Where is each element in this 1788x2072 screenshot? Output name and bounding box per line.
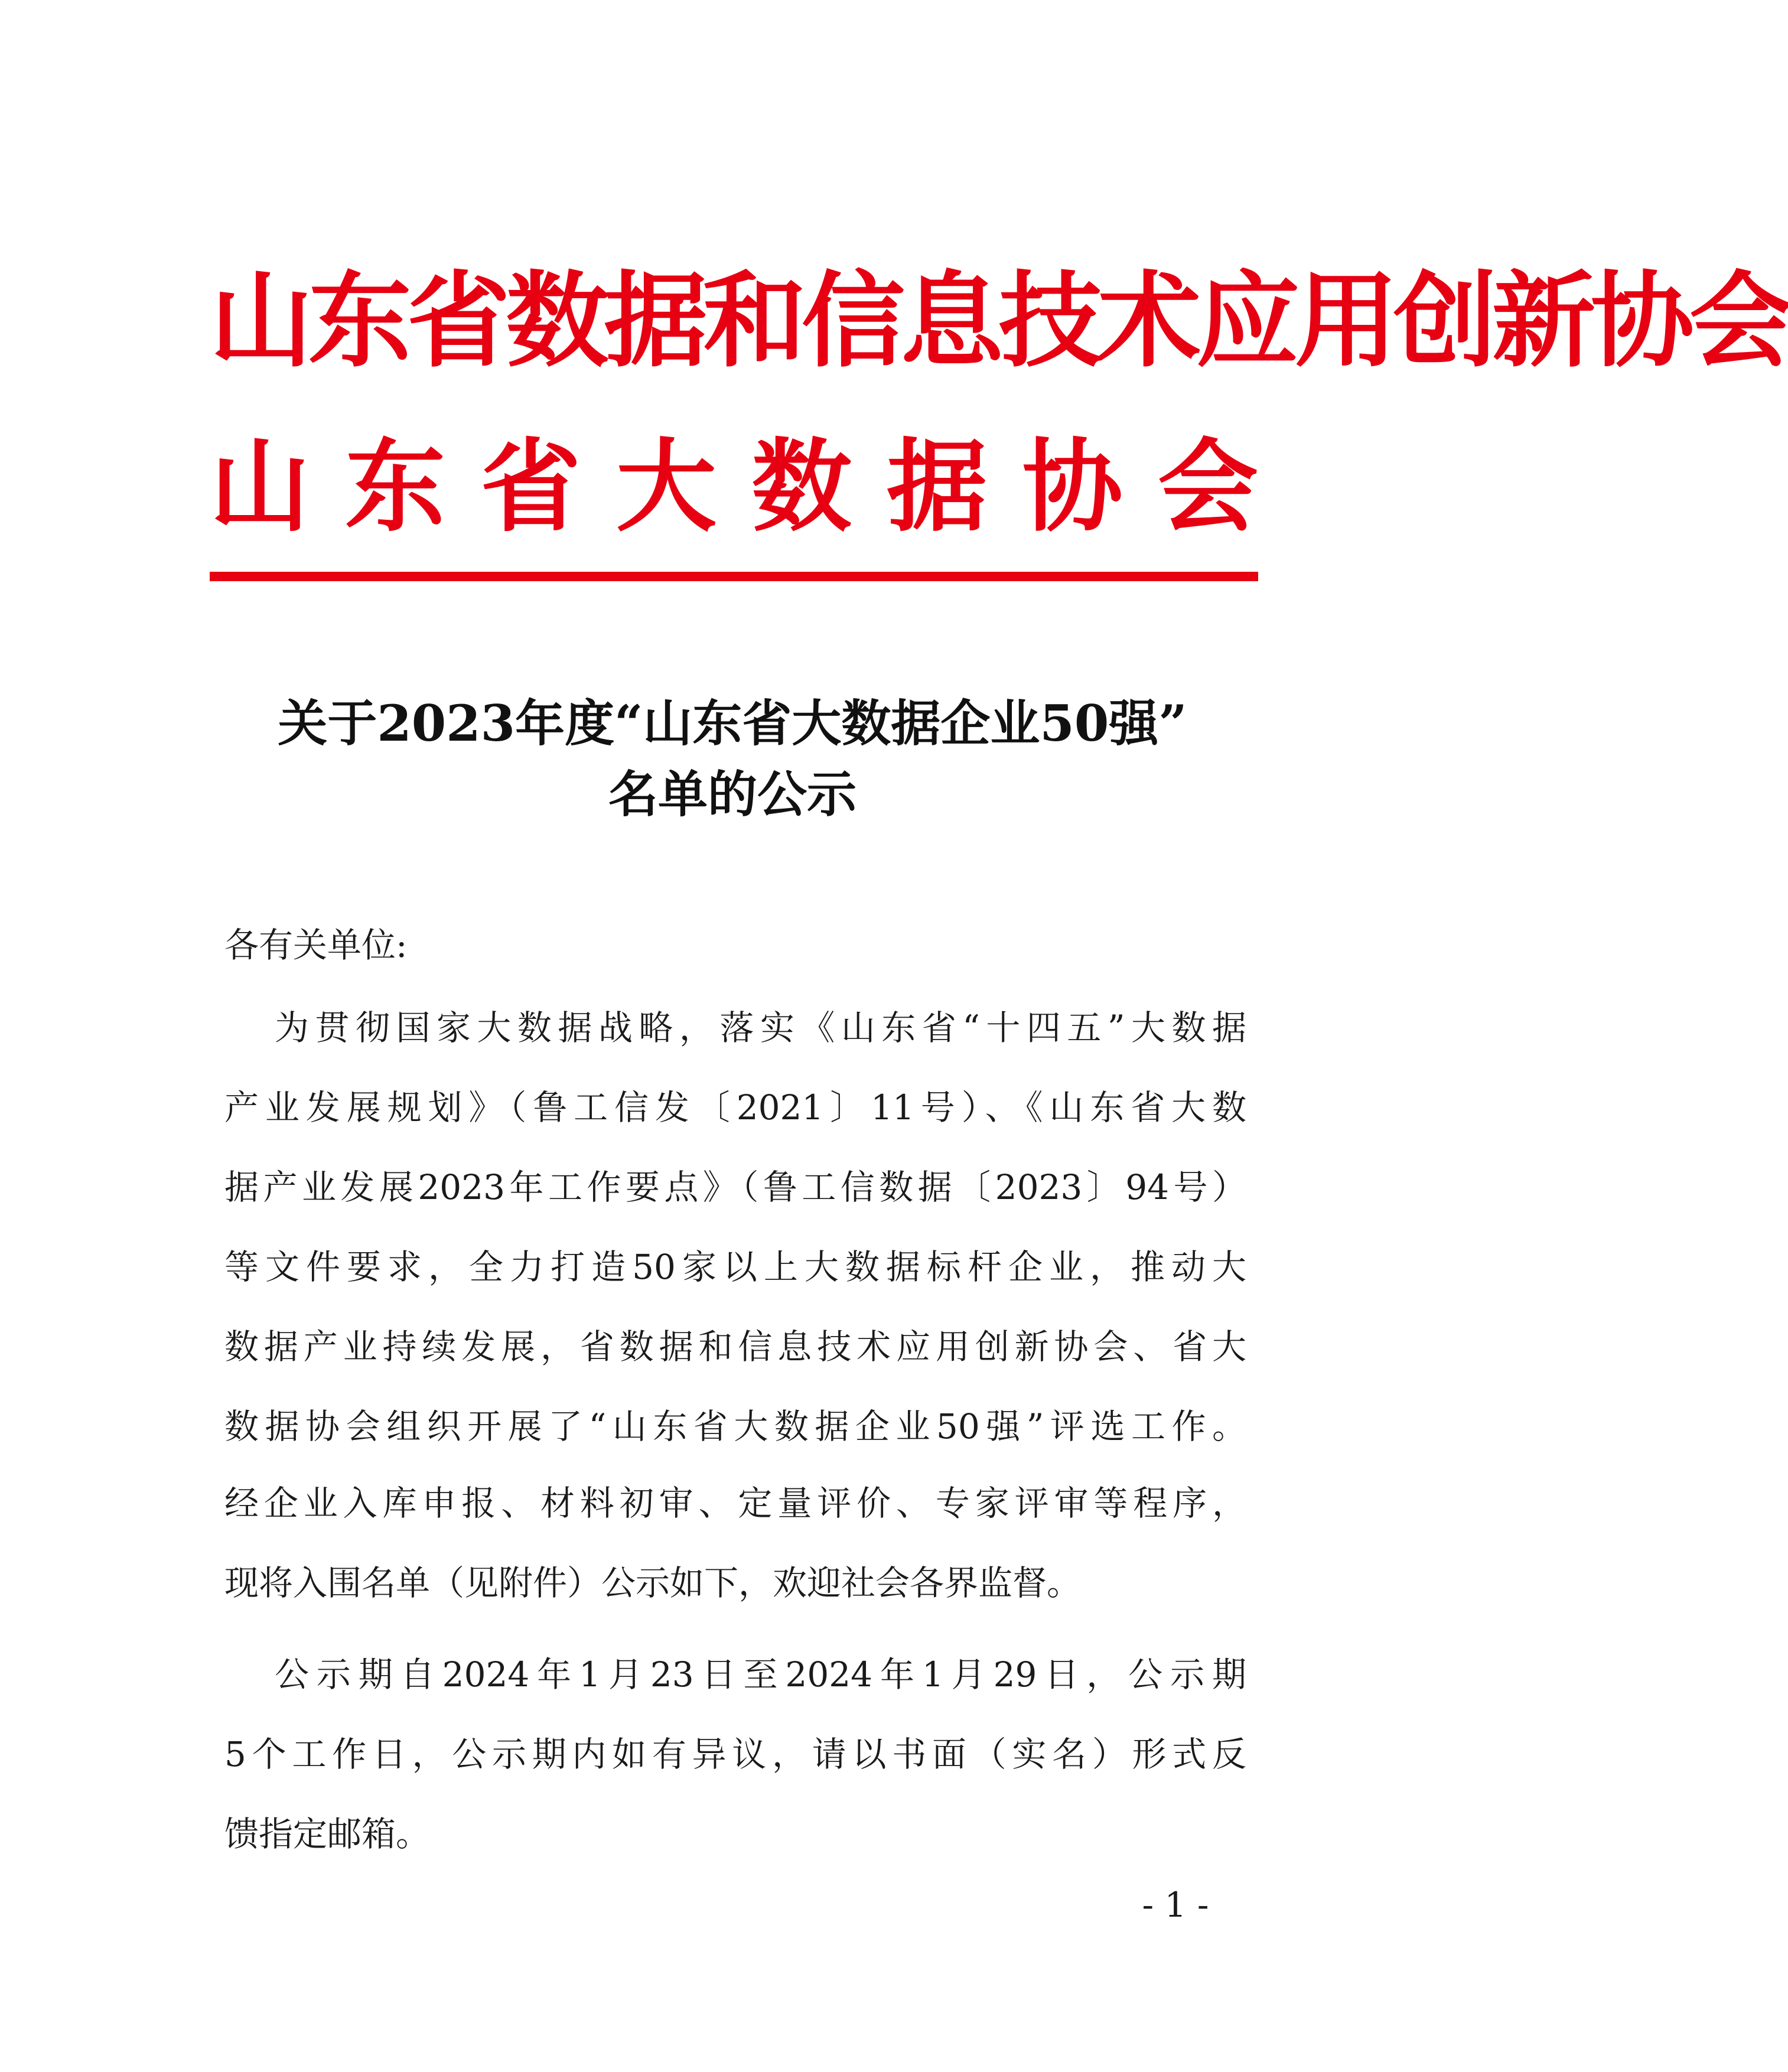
paragraph-1-line: 现将入围名单（见附件）公示如下，欢迎社会各界监督。 xyxy=(224,1563,1082,1603)
paragraph-1-line: 等文件要求，全力打造50家以上大数据标杆企业，推动大 xyxy=(224,1247,1246,1287)
paragraph-2-line: 馈指定邮箱。 xyxy=(224,1814,431,1854)
paragraph-1-line: 产业发展规划》（鲁工信发〔2021〕11号）、《山东省大数 xyxy=(224,1087,1246,1128)
letterhead-line-1: 山东省数据和信息技术应用创新协会 xyxy=(210,262,1788,382)
paragraph-1-line: 数据产业持续发展，省数据和信息技术应用创新协会、省大 xyxy=(224,1327,1246,1367)
letterhead-line-2: 山东省大数据协会 xyxy=(210,429,1258,546)
paragraph-2-line: 公示期自2024年1月23日至2024年1月29日，公示期 xyxy=(275,1654,1246,1695)
page-number: - 1 - xyxy=(1142,1885,1209,1925)
letterhead-red-rule xyxy=(210,572,1258,581)
paragraph-1-line: 数据协会组织开展了“山东省大数据企业50强”评选工作。 xyxy=(224,1406,1246,1447)
paragraph-2-line: 5个工作日，公示期内如有异议，请以书面（实名）形式反 xyxy=(224,1734,1246,1774)
paragraph-1-line: 据产业发展2023年工作要点》（鲁工信数据〔2023〕94号） xyxy=(224,1167,1246,1207)
salutation: 各有关单位: xyxy=(224,925,408,965)
paragraph-1-line: 经企业入库申报、材料初审、定量评价、专家评审等程序， xyxy=(224,1483,1246,1523)
document-title-line-1: 关于2023年度“山东省大数据企业50强” xyxy=(278,694,1187,752)
paragraph-1-line: 为贯彻国家大数据战略，落实《山东省“十四五”大数据 xyxy=(275,1008,1246,1048)
document-title-line-2: 名单的公示 xyxy=(608,765,856,823)
